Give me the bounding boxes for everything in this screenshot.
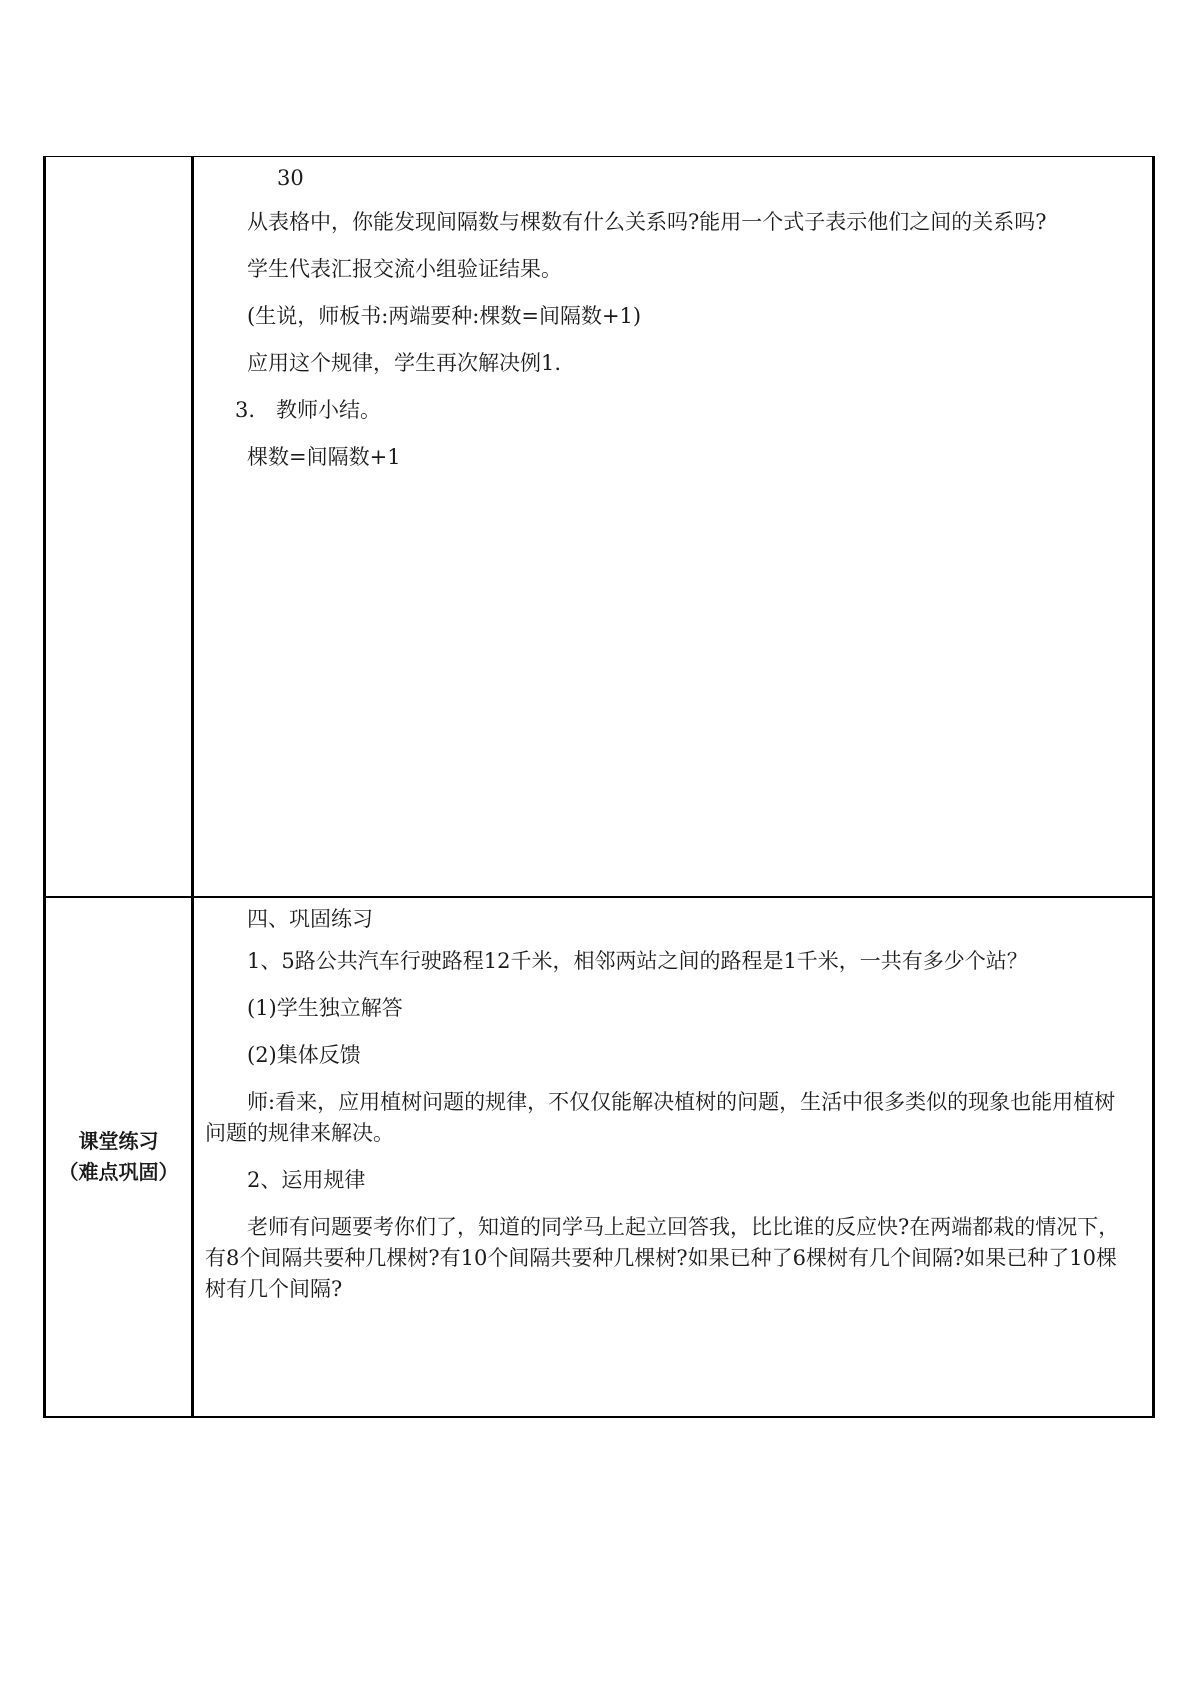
exercise-1-paragraph: 1、5路公共汽车行驶路程12千米，相邻两站之间的路程是1千米，一共有多少个站？ xyxy=(247,948,1028,973)
row-content-cell xyxy=(193,897,1154,1417)
table-value-text: 30 xyxy=(277,166,304,190)
exercise-2-paragraph: 老师有问题要考你们了，知道的同学马上起立回答我，比比谁的反应快?在两端都栽的情况下，有8个间隔共要种几棵树?有10个间隔共要种几棵树?如果已种了6棵树有几个间隔?如果已种了10棵树有几个间隔? xyxy=(205,1214,1120,1301)
step-1-paragraph: (1)学生独立解答 xyxy=(247,995,403,1020)
section-label: 课堂练习 xyxy=(78,1128,159,1153)
table-row xyxy=(45,897,1154,1417)
board-note-paragraph: (生说，师板书:两端要种:棵数=间隔数+1) xyxy=(247,304,642,328)
section-heading: 四、巩固练习 xyxy=(247,906,373,931)
summary-heading: 3. 教师小结。 xyxy=(235,398,382,422)
apply-rule-paragraph: 应用这个规律，学生再次解决例1. xyxy=(247,351,562,375)
row-label-cell xyxy=(45,897,193,1417)
report-paragraph: 学生代表汇报交流小组验证结果。 xyxy=(247,257,562,281)
table-row xyxy=(45,157,1154,897)
section-sublabel: （难点巩固） xyxy=(58,1159,179,1184)
teacher-remark-paragraph: 师:看来，应用植树问题的规律，不仅仅能解决植树的问题，生活中很多类似的现象也能用植树问题的规律来解决。 xyxy=(205,1089,1116,1145)
question-paragraph: 从表格中，你能发现间隔数与棵数有什么关系吗?能用一个式子表示他们之间的关系吗? xyxy=(247,210,1047,234)
exercise-2-heading: 2、运用规律 xyxy=(247,1167,366,1192)
row-label-cell xyxy=(45,157,193,897)
lesson-plan-table xyxy=(43,156,1155,1418)
row-content-cell xyxy=(193,157,1154,897)
step-2-paragraph: (2)集体反馈 xyxy=(247,1042,361,1067)
formula-paragraph: 棵数=间隔数+1 xyxy=(247,445,401,469)
